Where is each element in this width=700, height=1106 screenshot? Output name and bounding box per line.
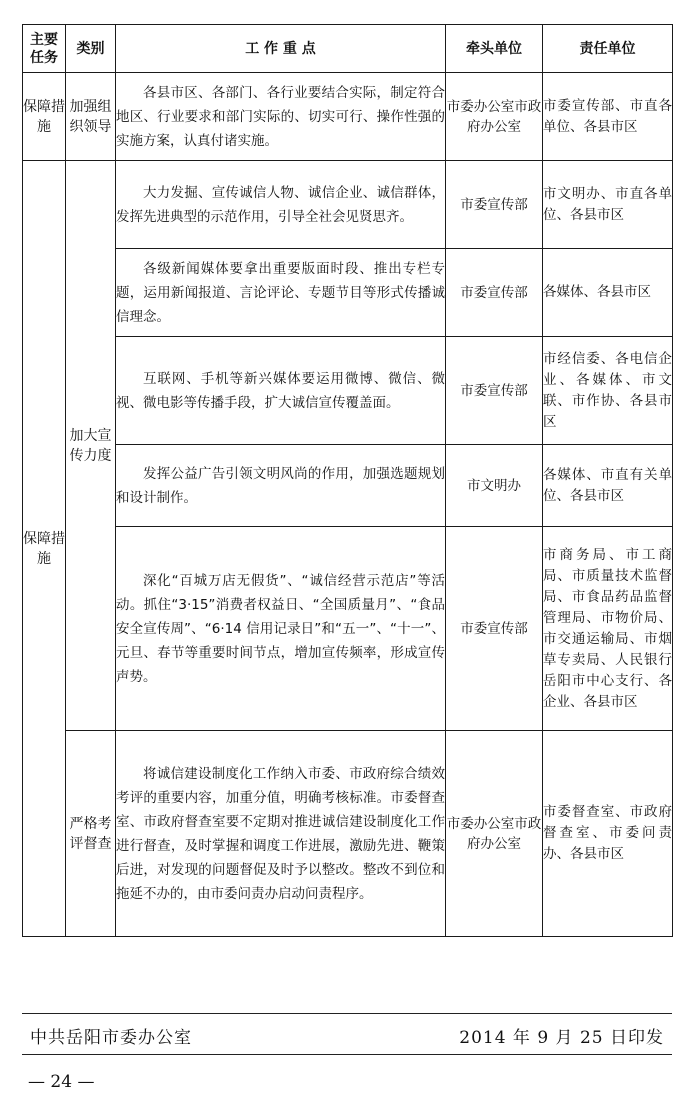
- task-cell: 保障措施: [23, 161, 66, 937]
- category-cell: 加强组织领导: [66, 73, 116, 161]
- work-text: 深化“百城万店无假货”、“诚信经营示范店”等活动。抓住“3·15”消费者权益日、“全国质量月”、“食品安全宣传周”、“6·14 信用记录日”和“五一”、“十一”、元旦、春节等重要时间节点，增加宣传频率，形成宣传声势。: [116, 572, 445, 685]
- header-lead: 牵头单位: [446, 25, 543, 73]
- responsible-cell: 各媒体、各县市区: [543, 249, 673, 337]
- header-responsible: 责任单位: [543, 25, 673, 73]
- lead-cell: 市委办公室市政府办公室: [446, 731, 543, 937]
- table-row: [23, 527, 673, 731]
- responsible-cell: 市文明办、市直各单位、各县市区: [543, 161, 673, 249]
- table-row: [23, 161, 673, 249]
- footer-top-rule: [22, 1013, 672, 1014]
- work-cell: [116, 445, 446, 527]
- lead-cell: 市文明办: [446, 445, 543, 527]
- page-number: — 24 —: [28, 1072, 95, 1092]
- responsible-cell: 市商务局、市工商局、市质量技术监督局、市食品药品监督管理局、市物价局、市交通运输局、市烟草专卖局、人民银行岳阳市中心支行、各企业、各县市区: [543, 527, 673, 731]
- work-text: 发挥公益广告引领文明风尚的作用，加强选题规划和设计制作。: [116, 465, 445, 506]
- lead-cell: 市委宣传部: [446, 161, 543, 249]
- table-row: [23, 445, 673, 527]
- table-row: [23, 731, 673, 937]
- lead-cell: 市委宣传部: [446, 527, 543, 731]
- table-row: [23, 337, 673, 445]
- footer-bottom-rule: [22, 1054, 672, 1055]
- table-row: [23, 249, 673, 337]
- table-header-row: [23, 25, 673, 73]
- work-text: 各级新闻媒体要拿出重要版面时段、推出专栏专题，运用新闻报道、言论评论、专题节目等形式传播诚信理念。: [116, 260, 445, 325]
- lead-cell: 市委宣传部: [446, 249, 543, 337]
- table-row: [23, 73, 673, 161]
- lead-cell: 市委宣传部: [446, 337, 543, 445]
- header-category: 类别: [66, 25, 116, 73]
- responsible-cell: 市经信委、各电信企业、各媒体、市文联、市作协、各县市区: [543, 337, 673, 445]
- task-cell: 保障措施: [23, 73, 66, 161]
- responsible-cell: 市委宣传部、市直各单位、各县市区: [543, 73, 673, 161]
- task-table: [22, 24, 673, 937]
- header-work: 工 作 重 点: [116, 25, 446, 73]
- footer-issuer: 中共岳阳市委办公室: [30, 1028, 192, 1048]
- work-cell: [116, 527, 446, 731]
- work-cell: [116, 249, 446, 337]
- category-cell: 严格考评督查: [66, 731, 116, 937]
- work-text: 各县市区、各部门、各行业要结合实际，制定符合地区、行业要求和部门实际的、切实可行、操作性强的实施方案，认真付诸实施。: [116, 84, 445, 149]
- work-cell: [116, 73, 446, 161]
- footer-date: 2014 年 9 月 25 日印发: [459, 1028, 664, 1048]
- category-cell: 加大宣传力度: [66, 161, 116, 731]
- work-text: 互联网、手机等新兴媒体要运用微博、微信、微视、微电影等传播手段，扩大诚信宣传覆盖面。: [116, 370, 445, 411]
- work-text: 将诚信建设制度化工作纳入市委、市政府综合绩效考评的重要内容，加重分值，明确考核标准。市委督查室、市政府督查室要不定期对推进诚信建设制度化工作进行督查，及时掌握和调度工作进展，激励先进、鞭策后进，对发现的问题督促及时予以整改。整改不到位和拖延不办的，由市委问责办启动问责程序。: [116, 765, 445, 902]
- responsible-cell: 各媒体、市直有关单位、各县市区: [543, 445, 673, 527]
- work-cell: [116, 337, 446, 445]
- responsible-cell: 市委督查室、市政府督查室、市委问责办、各县市区: [543, 731, 673, 937]
- work-text: 大力发掘、宣传诚信人物、诚信企业、诚信群体，发挥先进典型的示范作用，引导全社会见贤思齐。: [116, 184, 445, 225]
- lead-cell: 市委办公室市政府办公室: [446, 73, 543, 161]
- header-task: 主要任务: [23, 25, 66, 73]
- work-cell: [116, 161, 446, 249]
- work-cell: [116, 731, 446, 937]
